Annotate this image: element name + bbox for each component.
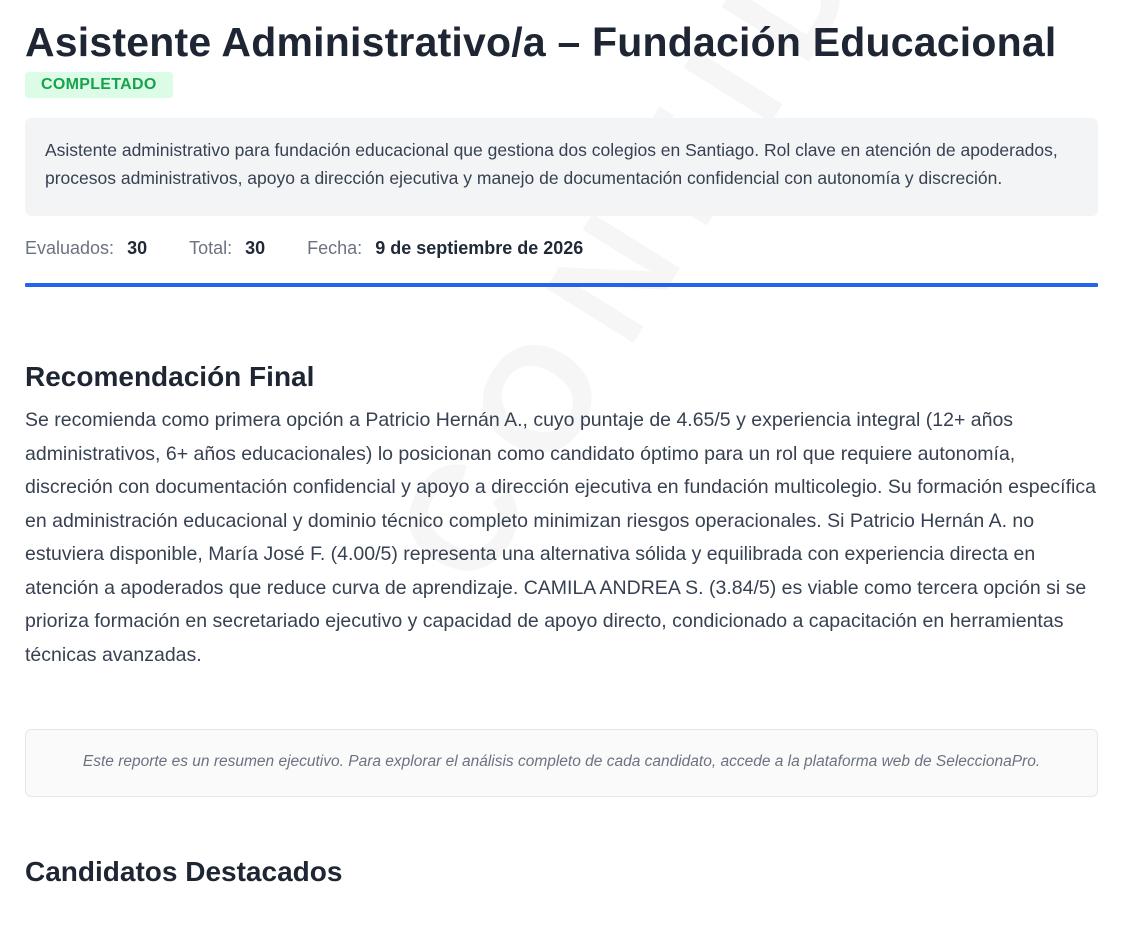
recommendation-text: Se recomienda como primera opción a Patricio Hernán A., cuyo puntaje de 4.65/5 y experiencia integral (12+ años administrativos, 6+ años educacionales) lo posicionan como candidato óptimo para un rol que requiere autonomía, discreción con documentación confidencial y apoyo a dirección ejecutiva en fundación multicolegio. Su formación específica en administración educacional y dominio técnico completo minimizan riesgos operacionales. Si Patricio Hernán A. no estuviera disponible, María José F. (4.00/5) representa una alternativa sólida y equilibrada con experiencia directa en atención a apoderados que reduce curva de aprendizaje. CAMILA ANDREA S. (3.84/5) es viable como tercera opción si se prioriza formación en secretariado ejecutivo y capacidad de apoyo directo, condicionado a capacitación en herramientas técnicas avanzadas. [25, 409, 1096, 666]
stat-total [189, 236, 265, 260]
executive-summary-note [25, 729, 1098, 797]
recommendation-heading: Recomendación Final [25, 361, 315, 392]
summary-box [25, 118, 1098, 216]
note-text: Este reporte es un resumen ejecutivo. Para explorar el análisis completo de cada candidato, accede a la plataforma web de SeleccionaPro. [82, 753, 1041, 770]
summary-text: Asistente administrativo para fundación educacional que gestiona dos colegios en Santiago. Rol clave en atención de apoderados, procesos administrativos, apoyo a dirección ejecutiva y manejo de documentación confidencial con autonomía y discreción. [45, 140, 1058, 188]
stat-evaluated-label: Evaluados: [25, 238, 115, 258]
stat-date [307, 236, 583, 260]
page-title: Asistente Administrativo/a – Fundación Educacional [25, 19, 1057, 65]
report-stats [25, 236, 1098, 260]
stat-evaluated [25, 236, 147, 260]
candidates-heading: Candidatos Destacados [25, 856, 343, 887]
section-divider [25, 283, 1098, 287]
stat-total-label: Total: [189, 238, 233, 258]
report-page [25, 0, 1098, 889]
stat-date-value: 9 de septiembre de 2026 [375, 238, 584, 258]
stat-total-value: 30 [245, 238, 266, 258]
stat-evaluated-value: 30 [127, 238, 148, 258]
stat-date-label: Fecha: [307, 238, 363, 258]
status-badge: COMPLETADO [25, 72, 173, 98]
